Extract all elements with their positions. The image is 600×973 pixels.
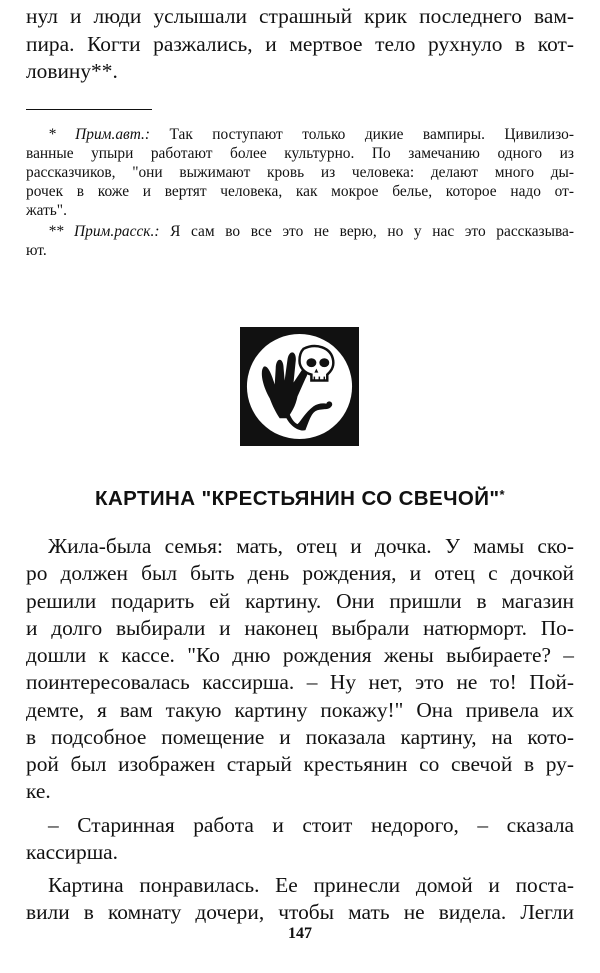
story-paragraph-2-line-2: кассирша.: [26, 840, 119, 864]
top-paragraph-line-3: ловину**.: [26, 59, 118, 83]
footnote-2-text: Я сам во все это не верю, но у нас это рассказыва-: [170, 223, 574, 240]
story-paragraph-1-line-10: ке.: [26, 779, 51, 803]
footnote-1-line-1: [48, 125, 574, 144]
footnote-1-line-4: рочек в коже и вертят человека, как мокрое белье, которое надо от-: [26, 183, 574, 200]
story-paragraph-1-line-9: рой был изображен старый крестьянин со свечой в ру-: [26, 752, 574, 776]
story-paragraph-1-line-4: и долго выбирали и наконец выбрали натюрморт. По-: [26, 616, 574, 640]
story-paragraph-1-line-8: в подсобное помещение и показала картину, на кото-: [26, 725, 574, 749]
story-paragraph-2-line-1: – Старинная работа и стоит недорого, – сказала: [48, 813, 574, 837]
story-paragraph-1-line-6: поинтересовалась кассирша. – Ну нет, это не то! Пой-: [26, 670, 574, 694]
skull-hand-emblem-icon: [240, 327, 359, 446]
top-paragraph-line-2: пира. Когти разжались, и мертвое тело рухнуло в кот-: [26, 32, 574, 56]
story-paragraph-1-line-1: Жила-была семья: мать, отец и дочка. У мамы ско-: [48, 534, 574, 558]
footnote-2-marker: ** Прим.расск.:: [48, 223, 160, 240]
footnote-2-line-1: [48, 222, 574, 241]
story-paragraph-3-line-2: вили в комнату дочери, чтобы мать не видела. Легли: [26, 900, 574, 924]
footnote-2-line-2: ют.: [26, 242, 47, 259]
footnote-1-marker: * Прим.авт.:: [48, 126, 151, 143]
top-paragraph-line-1: нул и люди услышали страшный крик последнего вам-: [26, 4, 574, 28]
story-title: [0, 487, 600, 511]
story-paragraph-1-line-3: решили подарить ей картину. Они пришли в магазин: [26, 589, 574, 613]
footnote-1-line-5: жать".: [26, 202, 67, 219]
page-number: 147: [288, 925, 312, 942]
story-title-text: КАРТИНА "КРЕСТЬЯНИН СО СВЕЧОЙ": [95, 487, 500, 510]
footnote-1-text: Так поступают только дикие вампиры. Цивилизо-: [169, 126, 574, 143]
footnote-1-line-2: ванные упыри работают более культурно. По замечанию одного из: [26, 145, 574, 162]
story-paragraph-1-line-2: ро должен был быть день рождения, и отец с дочкой: [26, 561, 574, 585]
story-paragraph-3-line-1: Картина понравилась. Ее принесли домой и поста-: [48, 873, 574, 897]
footnote-1-line-3: рассказчиков, "они выжимают кровь из человека: делают много ды-: [26, 164, 574, 181]
footnote-divider: [26, 109, 152, 110]
story-paragraph-1-line-5: дошли к кассе. "Ко дню рождения жены выбираете? –: [26, 643, 574, 667]
story-paragraph-1-line-7: демте, я вам такую картину покажу!" Она привела их: [26, 698, 574, 722]
story-title-footnote-marker: *: [499, 487, 505, 502]
